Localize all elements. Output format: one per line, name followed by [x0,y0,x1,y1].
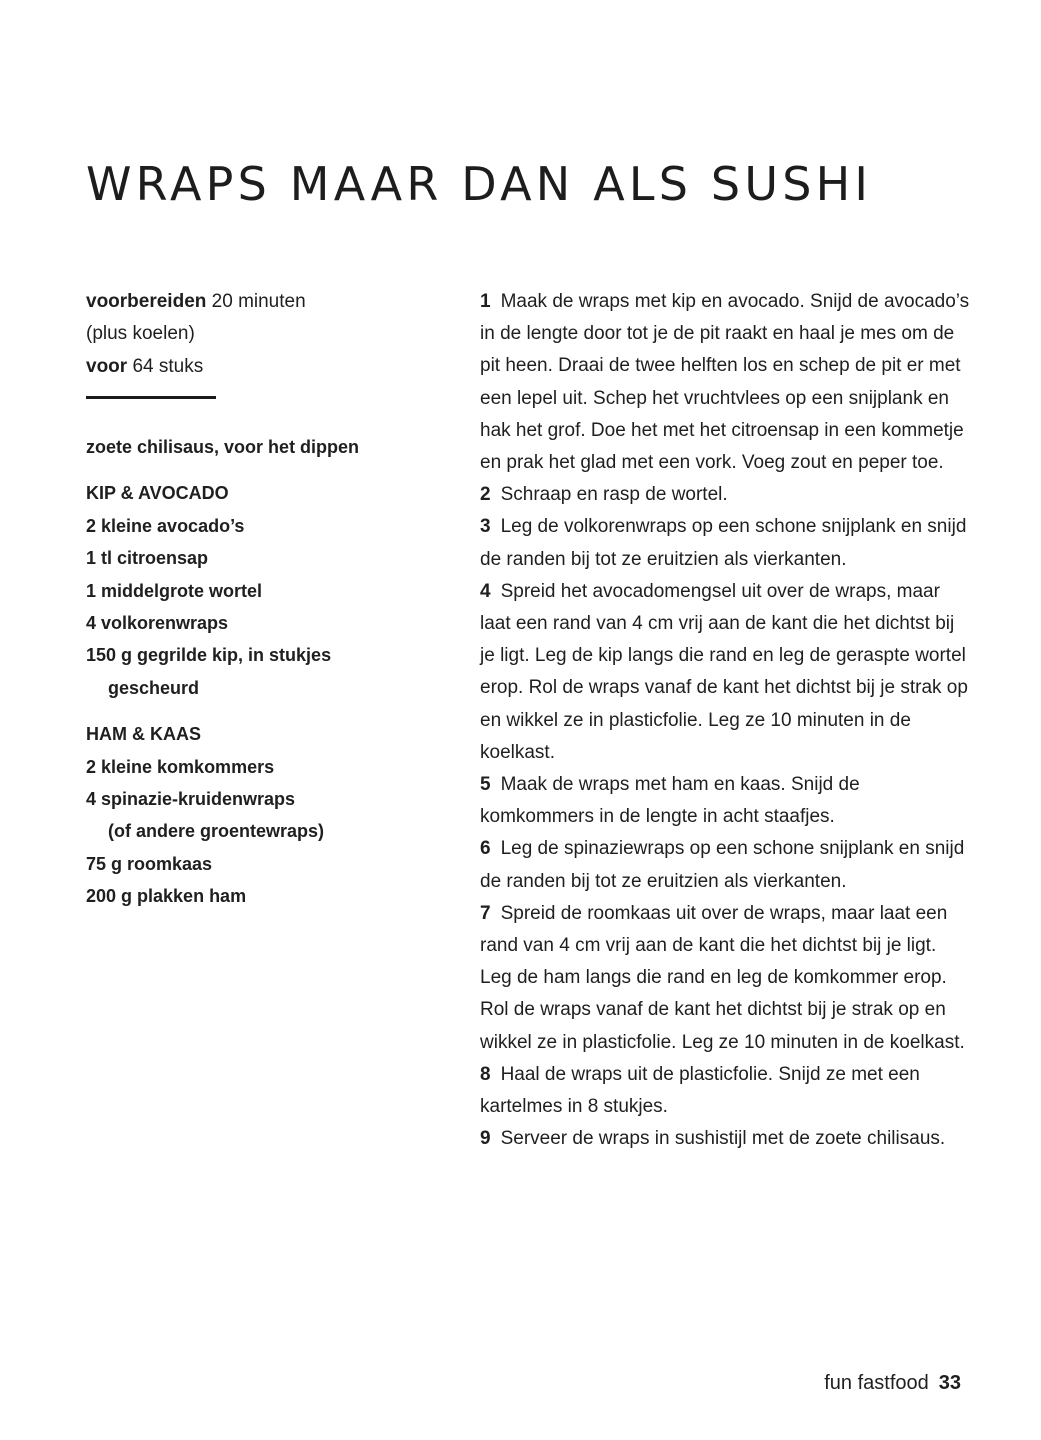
step-1 [480,286,970,479]
method-steps [480,286,970,1155]
ingredient-item: 2 kleine komkommers [86,756,275,777]
step-number: 7 [480,902,491,924]
ingredient-item-continuation: gescheurd [108,677,200,698]
step-text: Spreid het avocadomengsel uit over de wraps, maar laat een rand van 4 cm vrij aan de kant die het dichtst bij je ligt. Leg de kip langs die rand en leg de geraspte wortel erop. Rol de wraps vanaf de kant het dichtst bij je strak op en wikkel ze in plasticfolie. Leg ze 10 minuten in de koelkast. [480,580,968,763]
ingredient-item: 4 spinazie-kruidenwraps [86,789,296,810]
step-text: Maak de wraps met ham en kaas. Snijd de komkommers in de lengte in acht staafjes. [480,774,860,828]
page-title: WRAPS MAAR DAN ALS SUSHI [86,157,873,211]
step-number: 8 [480,1063,491,1085]
step-4 [480,576,970,769]
ingredient-item-continuation: (of andere groentewraps) [108,821,325,842]
ingredients-list [86,431,446,913]
step-number: 6 [480,838,491,860]
step-5 [480,769,970,833]
step-text: Leg de volkorenwraps op een schone snijplank en snijd de randen bij tot ze eruitzien als vierkanten. [480,516,967,570]
prep-time [86,286,426,318]
step-text: Spreid de roomkaas uit over de wraps, maar laat een rand van 4 cm vrij aan de kant die het dichtst bij je ligt. Leg de ham langs die rand en leg de komkommer erop. Rol de wraps vanaf de kant het dichtst bij je strak op en wikkel ze in plasticfolie. Leg ze 10 minuten in de koelkast. [480,902,965,1053]
step-text: Haal de wraps uit de plasticfolie. Snijd ze met een kartelmes in 8 stukjes. [480,1063,920,1118]
page-footer [824,1372,961,1395]
prep-value: 20 minuten [211,291,306,312]
recipe-meta [86,286,426,383]
ingredient-item: 200 g plakken ham [86,886,247,907]
step-number: 9 [480,1128,491,1150]
page-number: 33 [938,1372,961,1394]
step-number: 5 [480,774,491,796]
step-text: Serveer de wraps in sushistijl met de zoete chilisaus. [500,1128,946,1150]
step-6 [480,833,970,897]
section-name: fun fastfood [824,1372,929,1394]
step-3 [480,511,970,575]
yield [86,351,426,383]
step-text: Leg de spinaziewraps op een schone snijplank en snijd de randen bij tot ze eruitzien als vierkanten. [480,838,965,892]
ingredient-item: 4 volkorenwraps [86,613,229,634]
ingredient-item: 75 g roomkaas [86,853,213,874]
step-number: 3 [480,516,491,538]
step-8 [480,1059,970,1123]
group-heading-ham-kaas: HAM & KAAS [86,724,201,745]
step-text: Schraap en rasp de wortel. [500,484,728,506]
ingredient-item: 150 g gegrilde kip, in stukjes [86,645,332,666]
yield-label: voor [86,355,128,377]
ingredient-dip: zoete chilisaus, voor het dippen [86,437,360,457]
step-number: 1 [480,291,491,312]
prep-note: (plus koelen) [86,323,195,345]
ingredient-item: 2 kleine avocado’s [86,515,245,536]
ingredient-item: 1 tl citroensap [86,548,209,569]
divider [86,396,216,399]
step-7 [480,898,970,1059]
step-9 [480,1123,970,1155]
yield-value: 64 stuks [132,355,204,377]
group-heading-kip-avocado: KIP & AVOCADO [86,483,229,504]
step-number: 2 [480,484,491,506]
step-number: 4 [480,580,491,602]
step-2 [480,479,970,511]
prep-label: voorbereiden [86,291,207,312]
step-text: Maak de wraps met kip en avocado. Snijd de avocado’s in de lengte door tot je de pit raakt en haal je mes om de pit heen. Draai de twee helften los en schep de pit er met een lepel uit. Schep het vruchtvlees op een snijplank en hak het grof. Doe het met het citroensap in een kommetje en prak het glad met een vork. Voeg zout en peper toe. [480,291,970,474]
ingredient-item: 1 middelgrote wortel [86,580,263,601]
